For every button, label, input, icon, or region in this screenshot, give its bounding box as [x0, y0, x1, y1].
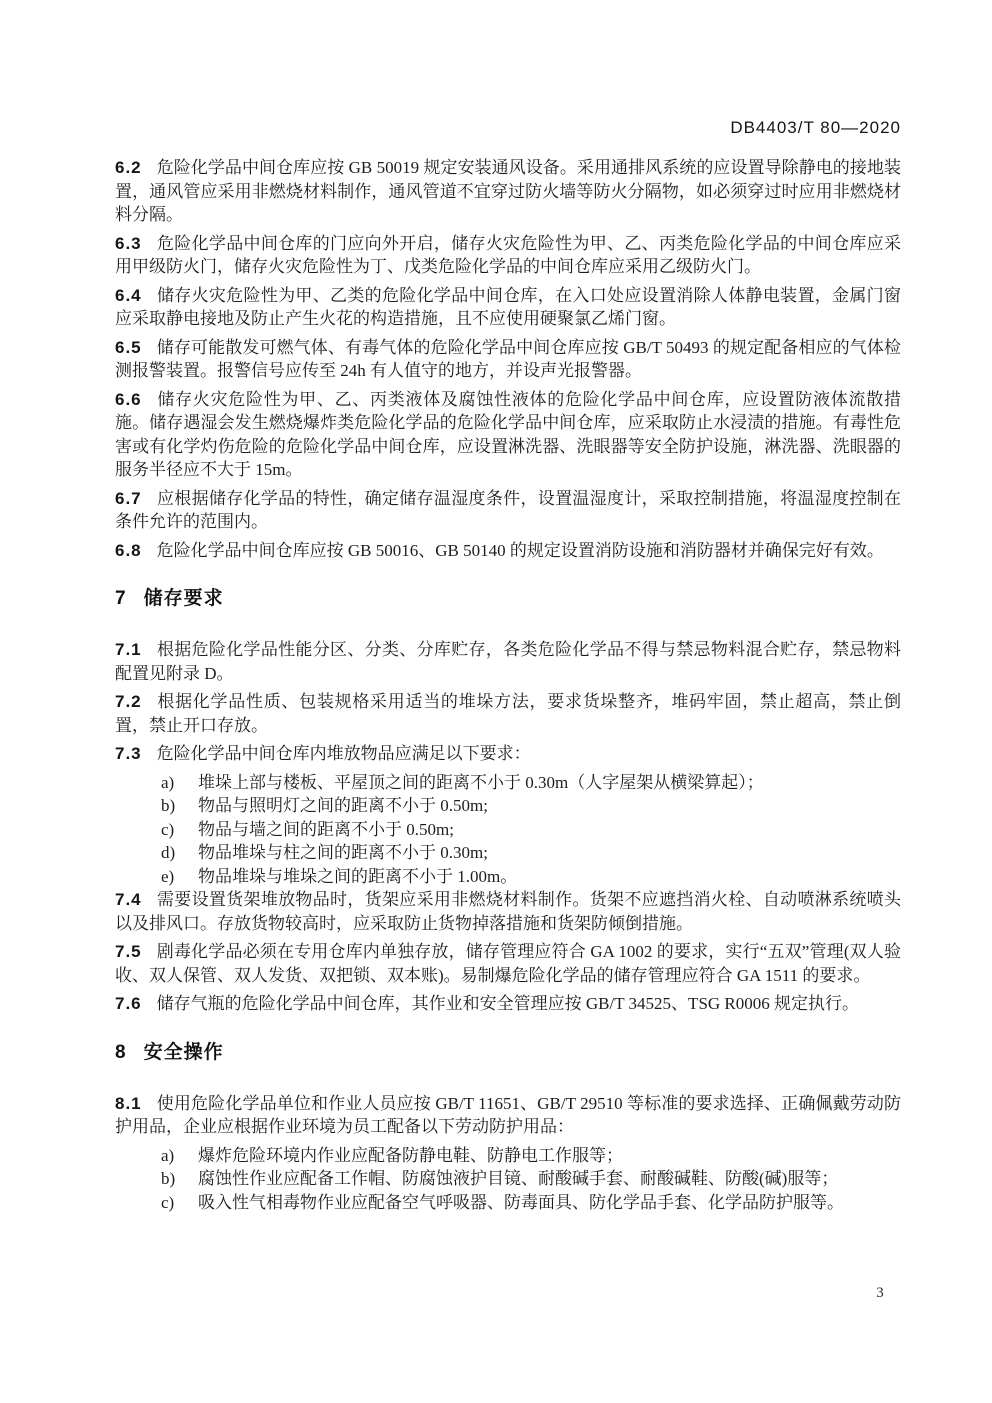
section-title: 储存要求: [143, 588, 224, 609]
list-item-text: 吸入性气相毒物作业应配备空气呼吸器、防毒面具、防化学品手套、化学品防护服等。: [198, 1192, 844, 1212]
clause-7-3: [115, 742, 901, 766]
clause-text: 储存火灾危险性为甲、乙类的危险化学品中间仓库，在入口处应设置消除人体静电装置，金属门窗应采取静电接地及防止产生火花的构造措施，且不应使用硬聚氯乙烯门窗。: [115, 285, 901, 328]
clause-number: 7.2: [115, 692, 142, 711]
list-item-8-1-b: [115, 1167, 901, 1191]
clause-6-8: [115, 539, 901, 563]
list-item-7-3-c: [115, 818, 901, 842]
list-item-text: 物品堆垛与堆垛之间的距离不小于 1.00m。: [198, 866, 518, 886]
clause-number: 7.3: [115, 744, 142, 763]
list-item-label: b): [161, 796, 176, 815]
list-item-text: 物品与照明灯之间的距离不小于 0.50m;: [198, 796, 488, 815]
list-item-text: 腐蚀性作业应配备工作帽、防腐蚀液护目镜、耐酸碱手套、耐酸碱鞋、防酸(碱)服等；: [198, 1169, 839, 1188]
clause-text: 储存火灾危险性为甲、乙、丙类液体及腐蚀性液体的危险化学品中间仓库，应设置防液体流散措施。储存遇湿会发生燃烧爆炸类危险化学品的危险化学品中间仓库，应采取防止水浸渍的措施。有毒性危害或有化学灼伤危险的危险化学品中间仓库，应设置淋洗器、洗眼器等安全防护设施，淋洗器、洗眼器的服务半径应不大于 15m。: [115, 389, 901, 479]
clause-number: 6.3: [115, 233, 142, 253]
clause-text: 根据化学品性质、包装规格采用适当的堆垛方法，要求货垛整齐，堆码牢固，禁止超高，禁止倒置，禁止开口存放。: [115, 692, 901, 735]
clause-number: 6.2: [115, 158, 142, 177]
clause-8-1: [115, 1092, 901, 1139]
clause-7-6: [115, 992, 901, 1016]
list-item-7-3-a: [115, 771, 901, 795]
section-number: 8: [115, 1041, 127, 1063]
list-item-8-1-a: [115, 1144, 901, 1168]
clause-6-4: [115, 284, 901, 331]
clause-text: 根据危险化学品性能分区、分类、分库贮存，各类危险化学品不得与禁忌物料混合贮存，禁忌物料配置见附录 D。: [115, 640, 901, 683]
clause-number: 7.1: [115, 640, 142, 659]
list-item-label: c): [161, 1192, 175, 1212]
list-item-label: b): [161, 1169, 176, 1188]
list-item-label: c): [161, 819, 175, 839]
list-item-7-3-b: [115, 794, 901, 818]
clause-number: 7.6: [115, 994, 142, 1013]
list-item-label: a): [161, 772, 175, 792]
clause-number: 7.5: [115, 942, 142, 961]
clause-6-3: [115, 232, 901, 279]
list-item-text: 物品堆垛与柱之间的距离不小于 0.30m;: [198, 843, 488, 862]
list-item-7-3-d: [115, 841, 901, 865]
section-heading-8: [115, 1040, 901, 1066]
list-item-text: 爆炸危险环境内作业应配备防静电鞋、防静电工作服等；: [198, 1145, 623, 1165]
clause-6-5: [115, 336, 901, 383]
clause-number: 6.5: [115, 337, 142, 357]
document-body: [115, 156, 901, 1214]
list-item-label: d): [161, 843, 176, 862]
clause-number: 8.1: [115, 1093, 142, 1113]
page-number: 3: [876, 1285, 884, 1301]
section-number: 7: [115, 588, 127, 609]
clause-text: 储存可能散发可燃气体、有毒气体的危险化学品中间仓库应按 GB/T 50493 的规定配备相应的气体检测报警装置。报警信号应传至 24h 有人值守的地方，并设声光报警器。: [115, 337, 901, 380]
clause-7-4: [115, 888, 901, 935]
clause-text: 应根据储存化学品的特性，确定储存温湿度条件，设置温湿度计，采取控制措施，将温湿度控制在条件允许的范围内。: [115, 488, 901, 531]
clause-6-7: [115, 487, 901, 534]
clause-7-2: [115, 690, 901, 737]
section-title: 安全操作: [143, 1041, 224, 1063]
clause-text: 危险化学品中间仓库应按 GB 50016、GB 50140 的规定设置消防设施和消防器材并确保完好有效。: [156, 540, 884, 560]
clause-6-6: [115, 388, 901, 482]
clause-text: 危险化学品中间仓库内堆放物品应满足以下要求：: [156, 744, 531, 763]
list-item-label: a): [161, 1145, 175, 1165]
clause-text: 剧毒化学品必须在专用仓库内单独存放，储存管理应符合 GA 1002 的要求，实行“五双”管理(双人验收、双人保管、双人发货、双把锁、双本账)。易制爆危险化学品的储存管理应符合 GA 1511 的要求。: [115, 942, 901, 985]
clause-number: 6.7: [115, 488, 142, 508]
list-item-text: 物品与墙之间的距离不小于 0.50m;: [198, 819, 454, 839]
clause-7-1: [115, 638, 901, 685]
clause-6-2: [115, 156, 901, 227]
clause-number: 6.8: [115, 540, 142, 560]
clause-7-5: [115, 940, 901, 987]
clause-number: 7.4: [115, 890, 142, 909]
clause-number: 6.4: [115, 285, 142, 305]
section-heading-7: [115, 586, 901, 612]
clause-number: 6.6: [115, 389, 142, 409]
clause-text: 危险化学品中间仓库应按 GB 50019 规定安装通风设备。采用通排风系统的应设置导除静电的接地装置，通风管应采用非燃烧材料制作，通风管道不宜穿过防火墙等防火分隔物，如必须穿过时应用非燃烧材料分隔。: [115, 158, 901, 224]
list-item-label: e): [161, 866, 175, 886]
list-item-8-1-c: [115, 1191, 901, 1215]
clause-text: 需要设置货架堆放物品时，货架应采用非燃烧材料制作。货架不应遮挡消火栓、自动喷淋系统喷头以及排风口。存放货物较高时，应采取防止货物掉落措施和货架防倾倒措施。: [115, 890, 901, 933]
clause-text: 储存气瓶的危险化学品中间仓库，其作业和安全管理应按 GB/T 34525、TSG R0006 规定执行。: [156, 994, 860, 1013]
list-item-7-3-e: [115, 865, 901, 889]
page-header-standard-code: DB4403/T 80—2020: [730, 118, 901, 137]
list-item-text: 堆垛上部与楼板、平屋顶之间的距离不小于 0.30m（人字屋架从横梁算起）；: [198, 772, 764, 792]
clause-text: 使用危险化学品单位和作业人员应按 GB/T 11651、GB/T 29510 等标准的要求选择、正确佩戴劳动防护用品，企业应根据作业环境为员工配备以下劳动防护用品：: [115, 1093, 901, 1136]
clause-text: 危险化学品中间仓库的门应向外开启，储存火灾危险性为甲、乙、丙类危险化学品的中间仓库应采用甲级防火门，储存火灾危险性为丁、戊类危险化学品的中间仓库应采用乙级防火门。: [115, 233, 901, 276]
